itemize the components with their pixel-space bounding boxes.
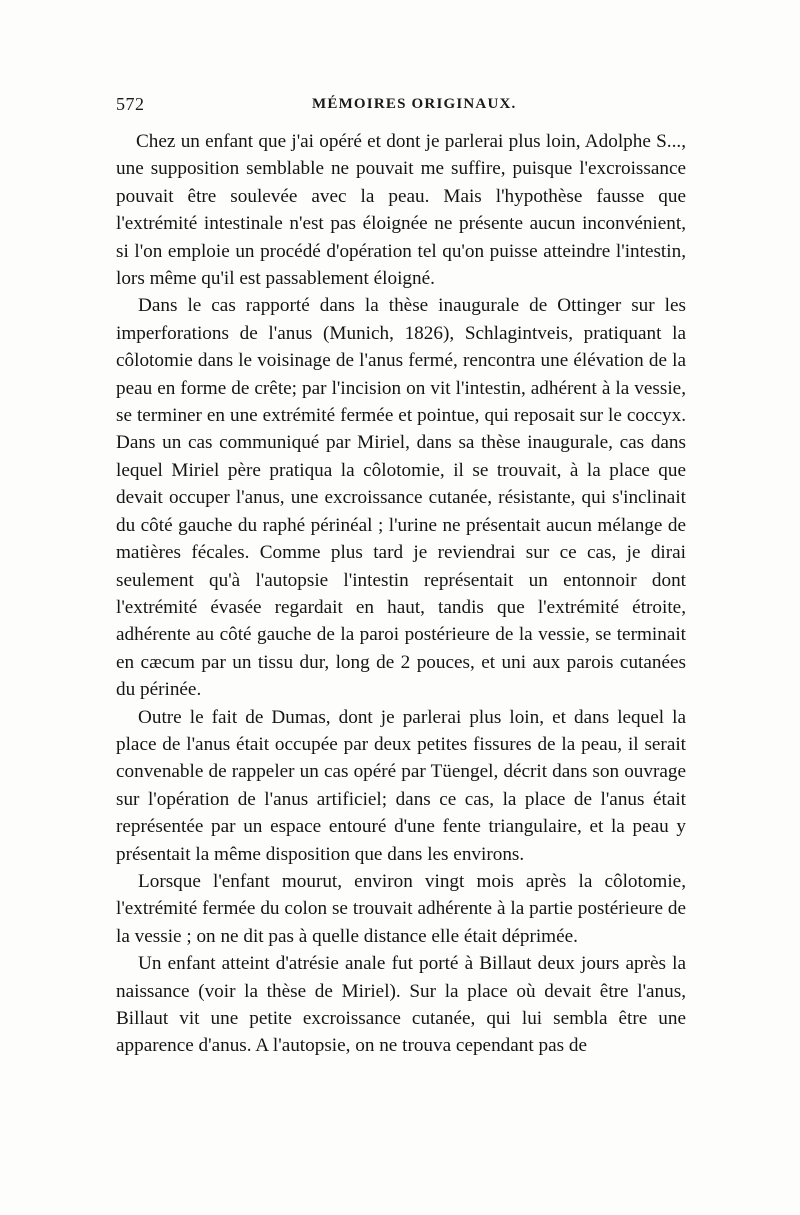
page-header (116, 94, 686, 116)
body-text (116, 128, 686, 1060)
paragraph: Chez un enfant que j'ai opéré et dont je parlerai plus loin, Adolphe S..., une supposition semblable ne pouvait me suffire, puisque l'excroissance pouvait être soulevée avec la peau. Mais l'hypothèse fausse que l'extrémité intestinale n'est pas éloignée ne présente aucun inconvénient, si l'on emploie un procédé d'opération tel qu'on puisse atteindre l'intestin, lors même qu'il est passablement éloigné. (116, 131, 686, 290)
running-title: MÉMOIRES ORIGINAUX. (312, 96, 517, 112)
paragraph: Dans le cas rapporté dans la thèse inaugurale de Ottinger sur les imperforations de l'anus (Munich, 1826), Schlagintveis, pratiquant la côlotomie dans le voisinage de l'anus fermé, rencontra une élévation de la peau en forme de crête; par l'incision on vit l'intestin, adhérent à la vessie, se terminer en une extrémité fermée et pointue, qui reposait sur le coccyx. Dans un cas communiqué par Miriel, dans sa thèse inaugurale, cas dans lequel Miriel père pratiqua la côlotomie, il se trouvait, à la place que devait occuper l'anus, une excroissance cutanée, résistante, qui s'inclinait du côté gauche du raphé périnéal ; l'urine ne présentait aucun mélange de matières fécales. Comme plus tard je reviendrai sur ce cas, je dirai seulement qu'à l'autopsie l'intestin représentait un entonnoir dont l'extrémité évasée regardait en haut, tandis que l'extrémité étroite, adhérente au côté gauche de la paroi postérieure de la vessie, se terminait en cæcum par un tissu dur, long de 2 pouces, et uni aux parois cutanées du périnée. (116, 295, 686, 701)
paragraph: Lorsque l'enfant mourut, environ vingt mois après la côlotomie, l'extrémité fermée du colon se trouvait adhérente à la partie postérieure de la vessie ; on ne dit pas à quelle distance elle était déprimée. (116, 870, 686, 947)
paragraph: Outre le fait de Dumas, dont je parlerai plus loin, et dans lequel la place de l'anus était occupée par deux petites fissures de la peau, il serait convenable de rappeler un cas opéré par Tüengel, décrit dans son ouvrage sur l'opération de l'anus artificiel; dans ce cas, la place de l'anus était représentée par un espace entouré d'une fente triangulaire, et la peau y présentait la même disposition que dans les environs. (116, 706, 686, 865)
paragraph: Un enfant atteint d'atrésie anale fut porté à Billaut deux jours après la naissance (voir la thèse de Miriel). Sur la place où devait être l'anus, Billaut vit une petite excroissance cutanée, qui lui sembla être une apparence d'anus. A l'autopsie, on ne trouva cependant pas de (116, 953, 686, 1057)
page-number: 572 (116, 94, 145, 114)
